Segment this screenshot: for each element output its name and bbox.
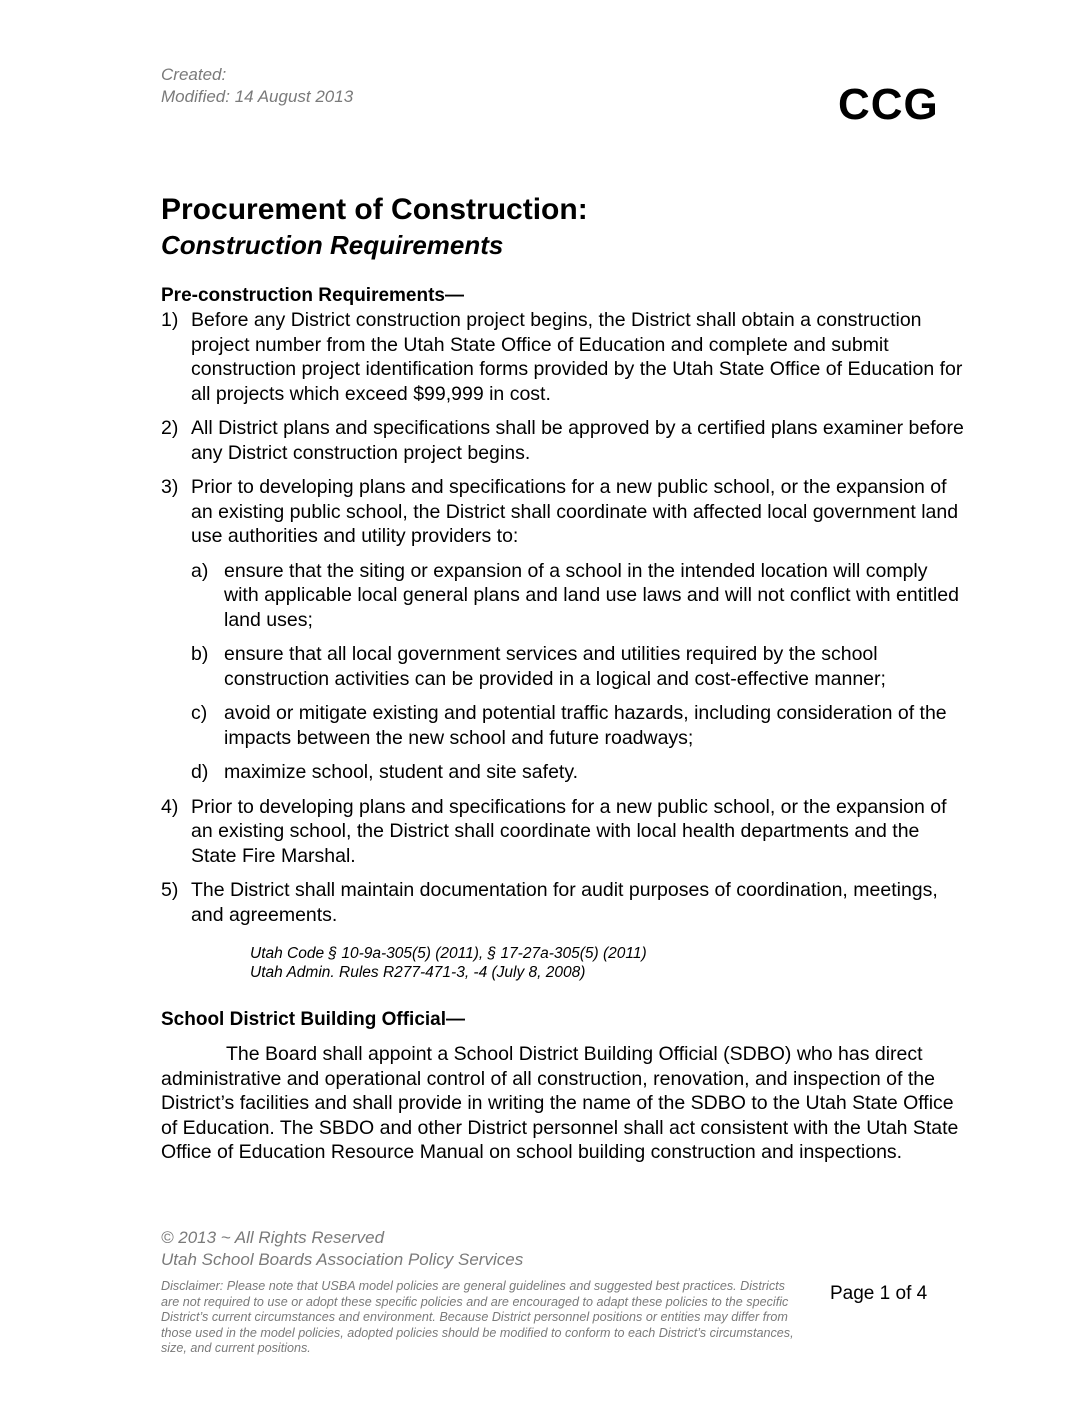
item-number: 1) [161, 309, 179, 331]
association-name: Utah School Boards Association Policy Services [161, 1250, 524, 1269]
section-heading-building-official: School District Building Official— [161, 1009, 466, 1030]
sub-item-text: ensure that all local government services and utilities required by the school construction activities can be provided in a logical and cost-effective manner; [224, 643, 886, 690]
page-title: Procurement of Construction: [161, 193, 588, 226]
sub-item-letter: a) [191, 559, 209, 582]
list-item [161, 416, 966, 465]
sub-item-letter: c) [191, 702, 208, 724]
item-text: Before any District construction project begins, the District shall obtain a construction project number from the Utah State Office of Education and complete and submit construction project identification forms provided by the Utah State Office of Education for all projects which exceed $99,999 in cost. [191, 309, 963, 405]
requirements-list [161, 308, 966, 937]
section-heading-preconstruction: Pre-construction Requirements— [161, 285, 464, 306]
building-official-paragraph: The Board shall appoint a School District Building Official (SDBO) who has direct administrative and operational control of all construction, renovation, and inspection of the District’s facilities and shall provide in writing the name of the SDBO to the Utah State Office of Education. The SBDO and other District personnel shall act consistent with the Utah State Office of Education Resource Manual on school building construction and inspections. [161, 1043, 959, 1163]
item-text: Prior to developing plans and specifications for a new public school, or the expansion of an existing public school, the District shall coordinate with affected local government land use authorities and utility providers to: [191, 476, 959, 547]
modified-date: Modified: 14 August 2013 [161, 87, 354, 106]
sub-item-text: maximize school, student and site safety. [224, 761, 579, 783]
sub-list-item [191, 559, 966, 633]
item-number: 5) [161, 879, 179, 901]
list-item [161, 475, 966, 785]
footer-copyright [161, 1227, 523, 1271]
list-item [161, 308, 966, 406]
page-subtitle: Construction Requirements [161, 230, 504, 260]
sub-list-item [191, 642, 966, 691]
sub-list [191, 559, 966, 785]
citation: Utah Admin. Rules R277-471-3, -4 (July 8, 2008) [250, 964, 586, 981]
item-number: 3) [161, 476, 179, 498]
copyright-text: © 2013 ~ All Rights Reserved [161, 1228, 385, 1247]
item-text: Prior to developing plans and specifications for a new public school, or the expansion of an existing school, the District shall coordinate with local health departments and the State Fire Marshal. [191, 795, 947, 867]
list-item [161, 795, 966, 869]
sub-list-item [191, 760, 966, 785]
item-number: 4) [161, 795, 179, 818]
item-text: The District shall maintain documentation for audit purposes of coordination, meetings, and agreements. [191, 879, 938, 926]
created-label: Created: [161, 65, 227, 84]
sub-item-letter: b) [191, 643, 209, 665]
item-number: 2) [161, 417, 179, 439]
sub-item-text: ensure that the siting or expansion of a school in the intended location will comply with applicable local general plans and land use laws and will not conflict with entitled land uses; [224, 559, 959, 631]
page-number: Page 1 of 4 [830, 1283, 928, 1304]
policy-code: CCG [838, 80, 939, 129]
legal-citations [250, 944, 647, 982]
sub-item-text: avoid or mitigate existing and potential traffic hazards, including consideration of the impacts between the new school and future roadways; [224, 702, 947, 749]
list-item [161, 878, 966, 927]
item-text: All District plans and specifications shall be approved by a certified plans examiner before any District construction project begins. [191, 417, 964, 464]
sub-list-item [191, 701, 966, 750]
citation: Utah Code § 10-9a-305(5) (2011), § 17-27a-305(5) (2011) [250, 945, 647, 962]
document-metadata [161, 64, 353, 108]
sub-item-letter: d) [191, 761, 209, 783]
disclaimer-text: Disclaimer: Please note that USBA model policies are general guidelines and suggested best practices. Districts are not required to use or adopt these specific policies and are encouraged to adapt these policies to the specific District’s current circumstances and environment. Because District personnel positions or entities may differ from those used in the model policies, adopted policies should be modified to conform to each District’s circumstances, size, and current positions. [161, 1279, 794, 1355]
